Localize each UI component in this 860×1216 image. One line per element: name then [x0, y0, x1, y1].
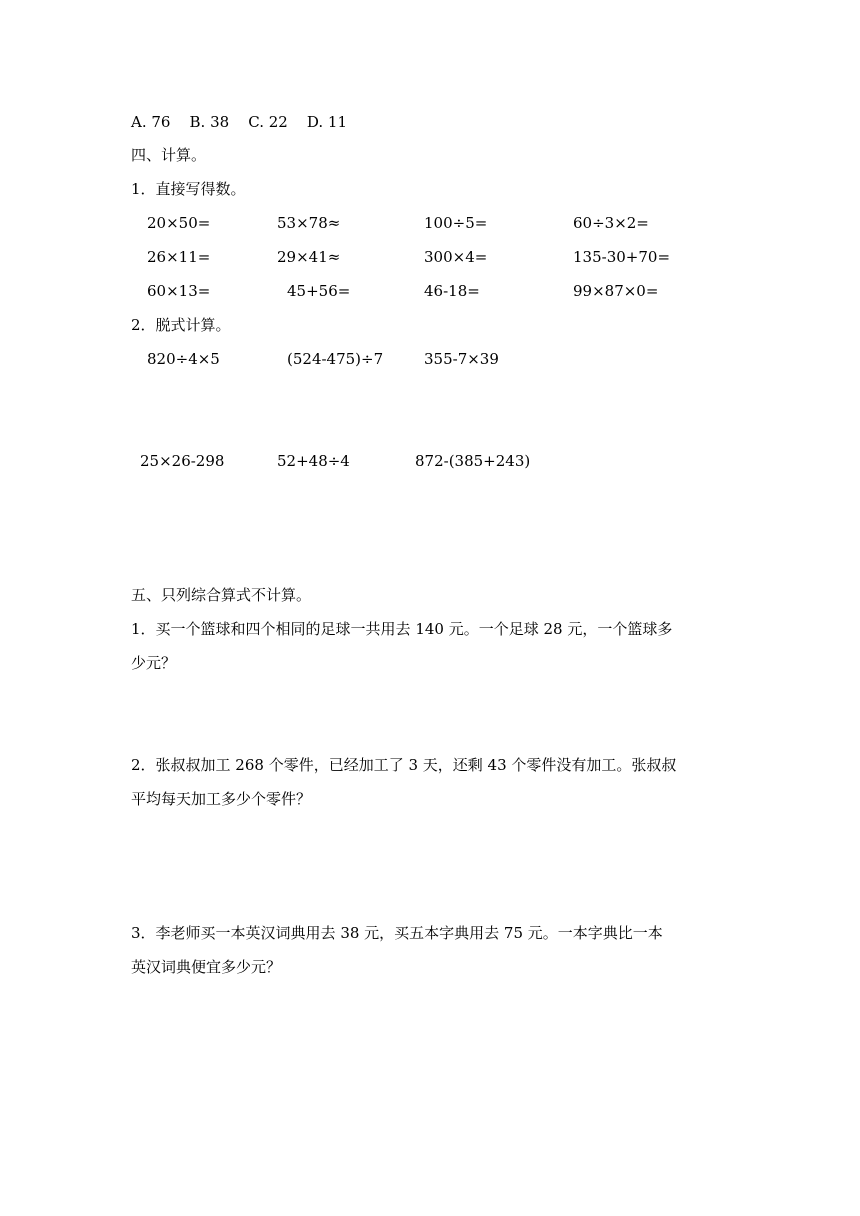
word-problem-2-line-1: 2．张叔叔加工 268 个零件，已经加工了 3 天，还剩 43 个零件没有加工。张叔叔 [131, 756, 677, 774]
stepwise-calc-item: (524-475)÷7 [287, 350, 384, 368]
word-problem-1-line-2: 少元？ [131, 654, 177, 672]
mental-math-item: 100÷5= [424, 214, 488, 232]
stepwise-calc-item: 52+48÷4 [277, 452, 350, 470]
stepwise-calc-item: 355-7×39 [424, 350, 499, 368]
mental-math-item: 99×87×0= [573, 282, 659, 300]
mental-math-item: 60×13= [147, 282, 211, 300]
section-5-title: 五、只列综合算式不计算。 [131, 586, 312, 604]
mental-math-item: 20×50= [147, 214, 211, 232]
stepwise-calc-item: 25×26-298 [140, 452, 225, 470]
mental-math-item: 29×41≈ [277, 248, 341, 266]
mental-math-item: 45+56= [287, 282, 351, 300]
mental-math-item: 26×11= [147, 248, 211, 266]
word-problem-3-line-1: 3．李老师买一本英汉词典用去 38 元，买五本字典用去 75 元。一本字典比一本 [131, 924, 663, 942]
answer-choices: A. 76 B. 38 C. 22 D. 11 [131, 113, 347, 131]
part-2-title: 2．脱式计算。 [131, 316, 231, 334]
word-problem-3-line-2: 英汉词典便宜多少元？ [131, 958, 282, 976]
mental-math-item: 135-30+70= [573, 248, 671, 266]
mental-math-item: 53×78≈ [277, 214, 341, 232]
stepwise-calc-item: 872-(385+243) [415, 452, 531, 470]
part-1-title: 1．直接写得数。 [131, 180, 246, 198]
mental-math-item: 46-18= [424, 282, 480, 300]
section-4-title: 四、计算。 [131, 146, 207, 164]
word-problem-2-line-2: 平均每天加工多少个零件？ [131, 790, 312, 808]
word-problem-1-line-1: 1．买一个篮球和四个相同的足球一共用去 140 元。一个足球 28 元，一个篮球多 [131, 620, 673, 638]
stepwise-calc-item: 820÷4×5 [147, 350, 220, 368]
mental-math-item: 300×4= [424, 248, 488, 266]
mental-math-item: 60÷3×2= [573, 214, 649, 232]
